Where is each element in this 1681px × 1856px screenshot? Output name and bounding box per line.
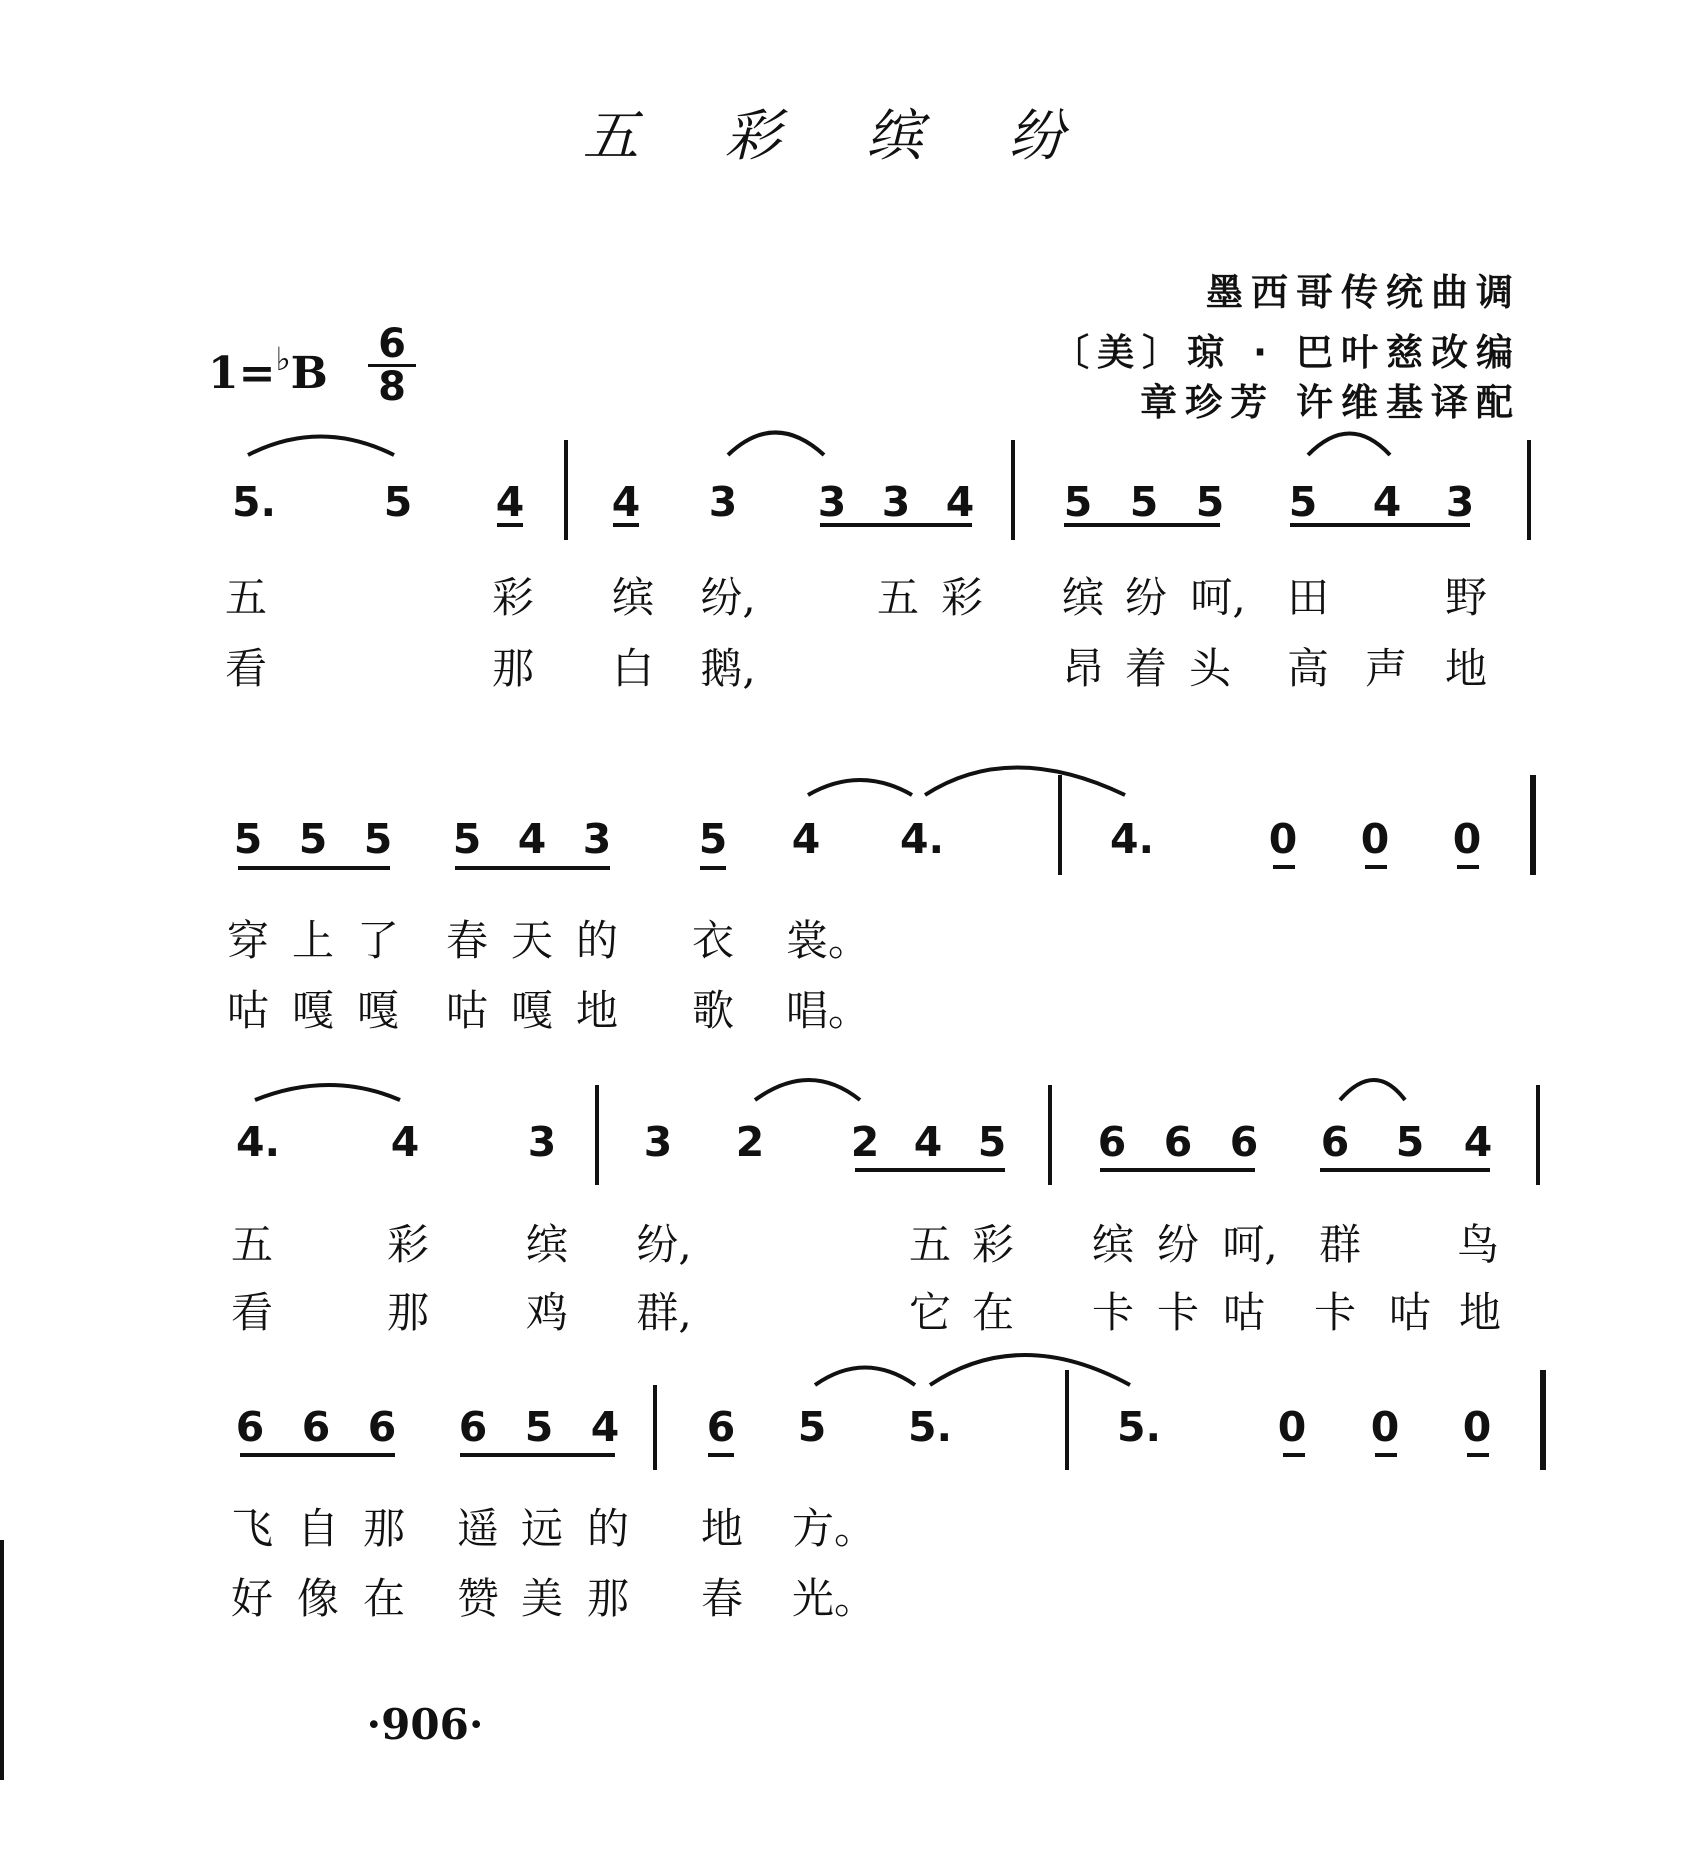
lower-octave-mark [1457,865,1479,869]
note: 5 [524,1403,554,1451]
note: 0 [1370,1403,1400,1451]
lyric: 咕 [1222,1288,1265,1337]
lyric: 田 [1286,573,1329,622]
note: 6 [458,1403,488,1451]
lyric: 地 [1458,1288,1501,1337]
lyric: 纷 [1156,1220,1199,1269]
note: 5 [233,815,263,863]
note: 3 [527,1118,557,1166]
lower-octave-mark [1467,1453,1489,1457]
lyric: 卡 [1313,1288,1356,1337]
note: 5 [1288,478,1318,526]
lyric: 像 [296,1574,339,1623]
note: 6 [1097,1118,1127,1166]
credit-arranger: 〔美〕琼 · 巴叶慈改编 [1052,331,1521,374]
lyric: 群 [1318,1220,1361,1269]
lyric: 嘎 [356,986,399,1035]
lyric: 地 [1444,644,1487,693]
note: 4 [1463,1118,1493,1166]
note: 4 [390,1118,420,1166]
time-signature-top: 6 [378,321,406,367]
flat-icon: ♭ [275,340,291,378]
lyric: 赞 [456,1574,499,1623]
note: 0 [1360,815,1390,863]
lower-octave-mark [1375,1453,1397,1457]
lyric: 地 [700,1504,743,1553]
lyric: 美 [520,1574,563,1623]
lyric: 嘎 [291,986,334,1035]
time-signature-bottom: 8 [368,364,416,407]
lyric: 缤 [525,1220,568,1269]
note: 5 [698,815,728,863]
lyric: 缤 [1091,1220,1134,1269]
note: 3 [582,815,612,863]
note: 4 [791,815,821,863]
note: 4 [611,478,641,526]
note: 2 [735,1118,765,1166]
lyric: 在 [362,1574,405,1623]
note: 3 [643,1118,673,1166]
note: 6 [1229,1118,1259,1166]
note: 6 [1320,1118,1350,1166]
lyric: 看 [230,1288,273,1337]
note: 4 [495,478,525,526]
lyric: 衣 [691,916,734,965]
lyric: 春 [700,1574,743,1623]
note: 6 [235,1403,265,1451]
credit-translators: 章珍芳 许维基译配 [1140,381,1521,424]
note: 0 [1452,815,1482,863]
note: 0 [1462,1403,1492,1451]
lyric: 纷, [636,1220,692,1269]
lyric: 自 [296,1504,339,1553]
lyric: 咕 [1388,1288,1431,1337]
lower-octave-mark [1273,865,1295,869]
lyric: 缤 [611,573,654,622]
lyric: 在 [971,1288,1014,1337]
note: 5 [1395,1118,1425,1166]
lyric: 野 [1444,573,1487,622]
note: 4. [1110,815,1155,863]
note: 4. [900,815,945,863]
lyric: 那 [386,1288,429,1337]
lyric: 唱。 [786,986,871,1035]
note: 0 [1268,815,1298,863]
note: 6 [367,1403,397,1451]
lyric: 遥 [456,1504,499,1553]
lyric: 彩 [971,1220,1014,1269]
note: 3 [1445,478,1475,526]
note: 5. [1117,1403,1162,1451]
lyric: 它 [908,1288,951,1337]
lyric: 远 [520,1504,563,1553]
lyric: 昂 [1061,644,1104,693]
lyric: 纷, [700,573,756,622]
note: 3 [817,478,847,526]
note: 5. [232,478,277,526]
note: 5 [363,815,393,863]
note: 4 [517,815,547,863]
lyric: 那 [362,1504,405,1553]
lyric: 裳。 [786,916,871,965]
lyric: 嘎 [510,986,553,1035]
lyric: 卡 [1091,1288,1134,1337]
note: 5 [383,478,413,526]
page-title: 五 彩 缤 纷 [582,104,1099,169]
lyric: 歌 [691,986,734,1035]
note: 6 [706,1403,736,1451]
page-number: ·906· [366,1700,484,1749]
lyric: 五 [908,1220,951,1269]
lyric: 纷 [1124,573,1167,622]
lyric: 的 [586,1504,629,1553]
note: 4 [945,478,975,526]
lyric: 鹅, [700,644,756,693]
note: 3 [881,478,911,526]
lyric: 咕 [445,986,488,1035]
note: 5 [797,1403,827,1451]
note: 5 [452,815,482,863]
lyric: 那 [586,1574,629,1623]
note: 5 [1063,478,1093,526]
lyric: 的 [575,916,618,965]
lyric: 穿 [226,916,269,965]
lyric: 鸡 [525,1288,568,1337]
lower-octave-mark [1365,865,1387,869]
note: 5 [1195,478,1225,526]
note: 6 [301,1403,331,1451]
lyric: 咕 [226,986,269,1035]
note: 5 [298,815,328,863]
lower-octave-mark [1283,1453,1305,1457]
lyric: 白 [611,644,654,693]
note: 3 [708,478,738,526]
lyric: 呵, [1190,573,1246,622]
lyric: 头 [1188,644,1231,693]
lyric: 群, [636,1288,692,1337]
lyric: 了 [356,916,399,965]
lyric: 缤 [1061,573,1104,622]
key-note: B [290,348,328,399]
note: 5 [977,1118,1007,1166]
lyric: 上 [291,916,334,965]
lyric: 看 [224,644,267,693]
lyric: 光。 [792,1574,877,1623]
lyric: 五 [230,1220,273,1269]
key-prefix: 1= [208,348,276,399]
lyric: 天 [510,916,553,965]
lyric: 高 [1286,644,1329,693]
lyric: 地 [575,986,618,1035]
lyric: 彩 [940,573,983,622]
lyric: 着 [1124,644,1167,693]
lyric: 彩 [491,573,534,622]
lyric: 春 [445,916,488,965]
note: 4 [913,1118,943,1166]
note: 2 [850,1118,880,1166]
lyric: 彩 [386,1220,429,1269]
lyric: 方。 [792,1504,877,1553]
lyric: 飞 [230,1504,273,1553]
credit-origin: 墨西哥传统曲调 [1206,271,1521,314]
lyric: 好 [230,1574,273,1623]
lyric: 五 [876,573,919,622]
note: 4. [236,1118,281,1166]
note: 5. [908,1403,953,1451]
lyric: 鸟 [1456,1220,1499,1269]
lyric: 呵, [1222,1220,1278,1269]
note: 6 [1163,1118,1193,1166]
note: 4 [590,1403,620,1451]
lyric: 五 [224,573,267,622]
lyric: 卡 [1156,1288,1199,1337]
note: 5 [1129,478,1159,526]
lyric: 那 [491,644,534,693]
note: 4 [1372,478,1402,526]
lyric: 声 [1364,644,1407,693]
note: 0 [1277,1403,1307,1451]
